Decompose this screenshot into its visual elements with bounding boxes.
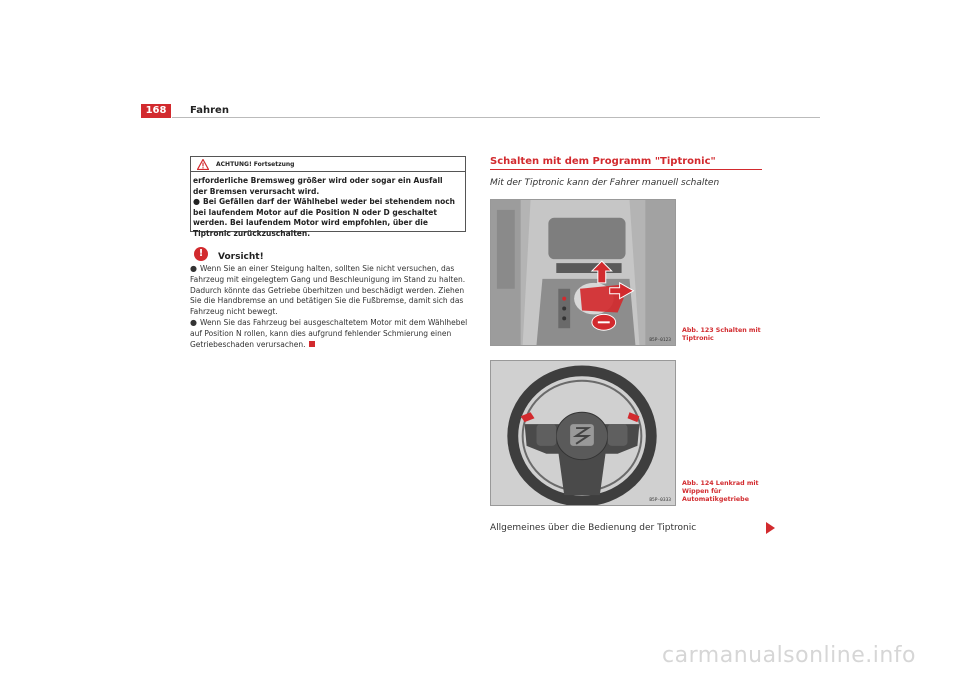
section-subtitle: Mit der Tiptronic kann der Fahrer manuell schalten <box>490 178 720 188</box>
figure-code: B5P-0123 <box>649 338 671 343</box>
watermark: carmanualsonline.info <box>662 643 916 668</box>
caution-header <box>194 246 264 262</box>
caution-body <box>190 264 470 350</box>
warning-body <box>191 172 465 240</box>
caution-bullet <box>190 264 470 318</box>
figure-steering-wheel <box>490 360 676 506</box>
caution-bullet-text: Wenn Sie an einer Steigung halten, sollten Sie nicht versuchen, das Fahrzeug mit eingelegtem Gang und Beschleunigung im Stand zu halten. Dadurch könnte das Getriebe überhitzen und beschädigt werden. Ziehen Sie die Handbremse an und betätigen Sie die Fußbremse, damit sich das Fahrzeug nicht bewegt. <box>190 264 466 317</box>
figure-caption: Abb. 124 Lenkrad mit Wippen für Automatikgetriebe <box>682 480 759 503</box>
steering-wheel-illustration <box>491 361 675 505</box>
general-heading: Allgemeines über die Bedienung der Tiptronic <box>490 523 697 533</box>
warning-line: erforderliche Bremsweg größer wird oder sogar ein Ausfall der Bremsen verursacht wird. <box>193 176 443 196</box>
caution-bullet <box>190 318 470 350</box>
figure-gear-selector <box>490 199 676 346</box>
end-of-section-icon <box>309 341 315 347</box>
bullet-icon: ● <box>193 197 200 207</box>
section-rule <box>490 169 762 170</box>
bullet-icon: ● <box>190 317 197 327</box>
warning-title: ACHTUNG! Fortsetzung <box>216 160 295 168</box>
warning-triangle-icon <box>197 159 209 170</box>
caution-title: Vorsicht! <box>218 252 264 262</box>
warning-bullet-text: Bei Gefällen darf der Wählhebel weder bei stehendem noch bei laufendem Motor auf die Position N oder D geschaltet werden. Bei laufendem Motor wird empfohlen, über die Tiptronic zurückzuschalten. <box>193 197 456 238</box>
figure-code: B5P-0333 <box>649 498 671 503</box>
warning-box <box>190 156 466 238</box>
caution-bullet-text: Wenn Sie das Fahrzeug bei ausgeschaltetem Motor mit dem Wählhebel auf Position N rollen, kann dies aufgrund fehlender Schmierung einen Getriebeschaden verursachen. <box>190 317 468 349</box>
next-page-arrow-icon <box>766 522 775 534</box>
page-number: 168 <box>141 104 171 118</box>
header-rule <box>172 117 820 118</box>
section-title: Schalten mit dem Programm "Tiptronic" <box>490 156 716 167</box>
gear-selector-illustration <box>491 200 675 345</box>
bullet-icon: ● <box>190 264 197 273</box>
warning-bullet <box>193 197 459 239</box>
warning-header <box>191 157 465 172</box>
figure-caption: Abb. 123 Schalten mit Tiptronic <box>682 327 761 342</box>
exclamation-icon: ! <box>194 247 208 261</box>
chapter-title: Fahren <box>190 105 229 116</box>
